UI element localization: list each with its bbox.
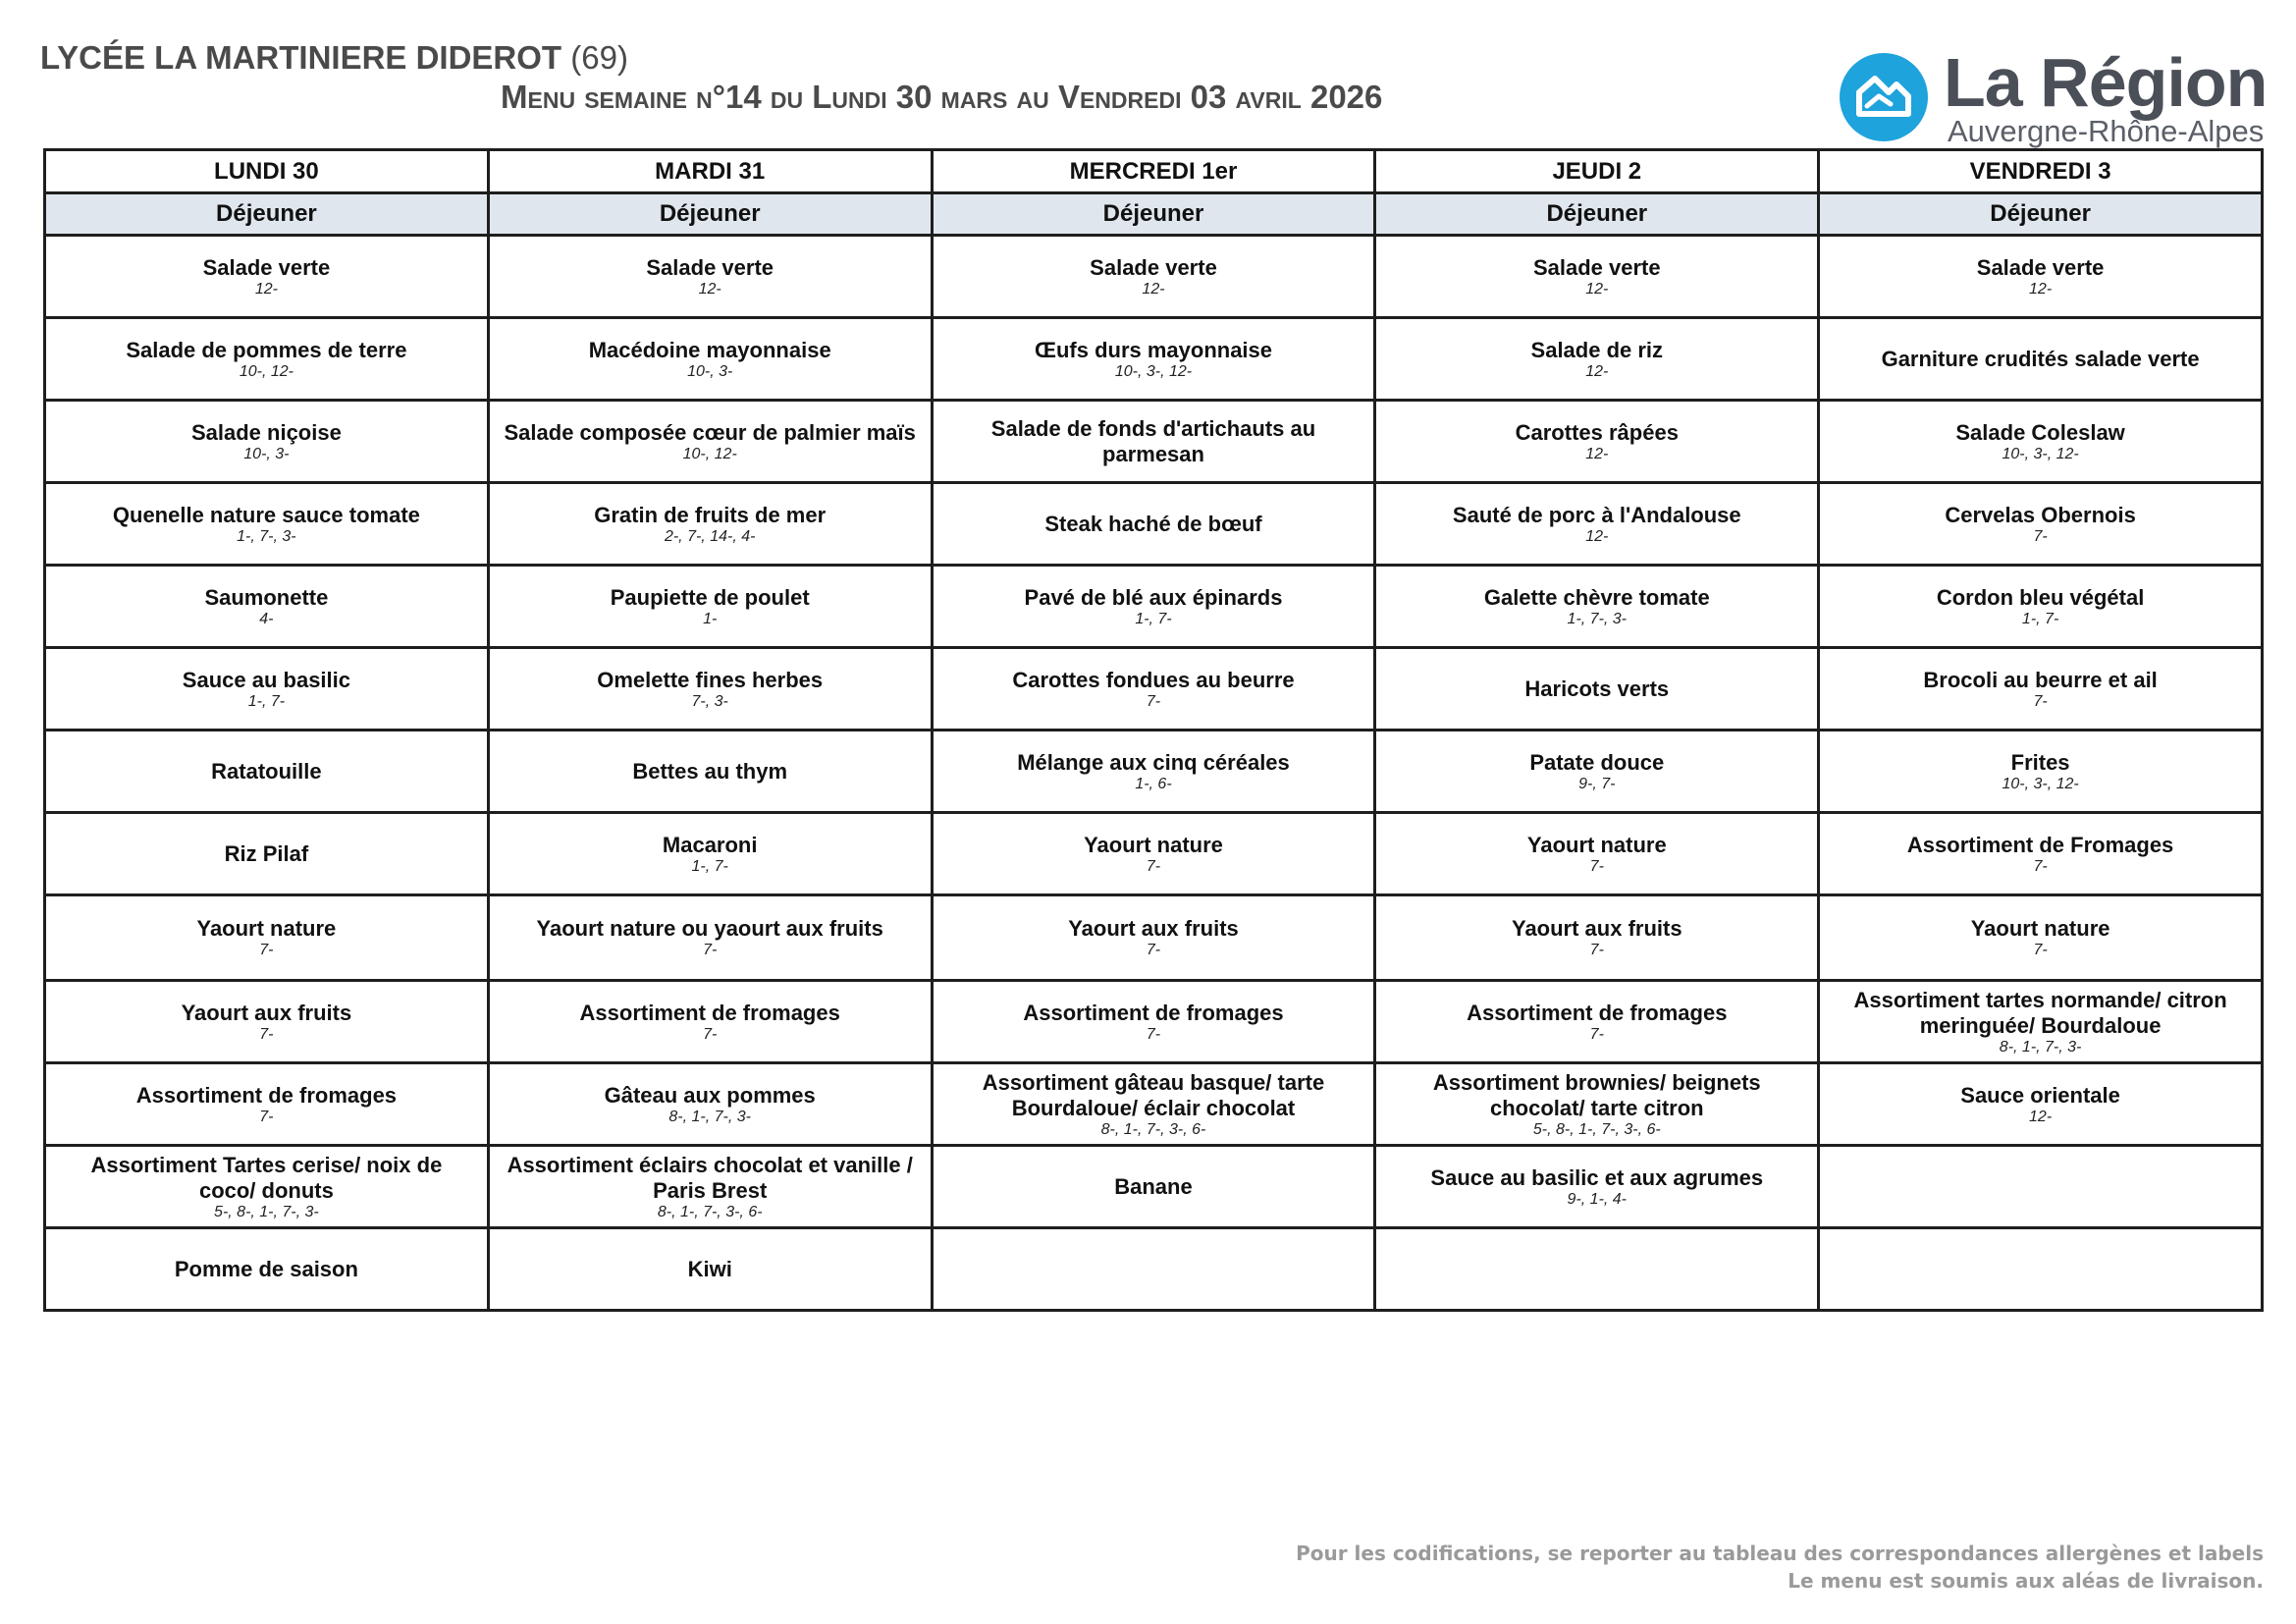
menu-cell [45, 981, 489, 1063]
menu-cell [1375, 813, 1819, 895]
dish-name: Yaourt aux fruits [181, 1000, 352, 1025]
menu-cell [45, 1146, 489, 1228]
allergen-codes: 7- [1146, 942, 1161, 958]
menu-cell [1819, 731, 2263, 813]
allergen-codes: 2-, 7-, 14-, 4- [664, 527, 756, 545]
dish-name: Yaourt aux fruits [1068, 916, 1239, 941]
school-name-text: LYCÉE LA MARTINIERE DIDEROT [40, 39, 562, 76]
allergen-codes: 12- [1142, 280, 1165, 298]
allergen-codes: 1-, 7-, 3- [237, 527, 296, 545]
menu-cell [488, 1063, 932, 1146]
menu-cell [1375, 895, 1819, 981]
day-header-row [45, 150, 2263, 193]
meal-header: Déjeuner [45, 193, 489, 236]
menu-body [45, 236, 2263, 1311]
menu-cell [1375, 401, 1819, 483]
allergen-codes: 7-, 3- [691, 692, 728, 710]
allergen-codes: 1-, 7- [247, 692, 286, 710]
dish-name: Galette chèvre tomate [1483, 584, 1710, 610]
meal-header: Déjeuner [932, 193, 1375, 236]
menu-row [45, 318, 2263, 401]
menu-row [45, 648, 2263, 731]
menu-row [45, 1228, 2263, 1311]
dish-name: Yaourt nature [1970, 916, 2110, 941]
dish-name: Sauce orientale [1960, 1082, 2120, 1108]
allergen-codes: 1-, 6- [1135, 775, 1172, 792]
allergen-codes: 12- [2029, 280, 2053, 298]
menu-cell [1375, 318, 1819, 401]
dish-name: Assortiment éclairs chocolat et vanille / Paris Brest [507, 1152, 913, 1203]
menu-row [45, 1063, 2263, 1146]
menu-cell [1375, 483, 1819, 566]
dish-name: Salade Coleslaw [1955, 419, 2125, 445]
menu-cell [1375, 1228, 1819, 1311]
dish-name: Quenelle nature sauce tomate [112, 502, 420, 527]
allergen-codes: 12- [698, 280, 721, 298]
menu-cell [488, 1228, 932, 1311]
menu-cell [932, 236, 1375, 318]
menu-cell [45, 566, 489, 648]
menu-cell [488, 318, 932, 401]
allergen-codes: 1- [703, 610, 718, 627]
dish-name: Sauce au basilic et aux agrumes [1430, 1164, 1764, 1190]
menu-cell [45, 236, 489, 318]
region-logo [1840, 43, 2271, 151]
school-dept: (69) [570, 39, 628, 76]
menu-cell [1375, 1063, 1819, 1146]
menu-cell [45, 731, 489, 813]
menu-row [45, 895, 2263, 981]
menu-row [45, 981, 2263, 1063]
dish-name: Yaourt nature ou yaourt aux fruits [536, 916, 883, 941]
allergen-codes: 7- [259, 942, 274, 958]
dish-name: Salade verte [1976, 254, 2105, 280]
allergen-codes: 5-, 8-, 1-, 7-, 3- [214, 1203, 319, 1220]
menu-title [501, 79, 1382, 116]
allergen-codes: 12- [1585, 280, 1609, 298]
dish-name: Assortiment gâteau basque/ tarte Bourdaloue/ éclair chocolat [982, 1069, 1325, 1120]
allergen-codes: 10-, 3- [243, 445, 290, 462]
allergen-codes: 7- [1589, 857, 1604, 875]
dish-name: Assortiment de fromages [1467, 1000, 1728, 1025]
dish-name: Salade verte [1532, 254, 1661, 280]
allergen-codes: 7- [703, 942, 718, 958]
menu-cell [932, 731, 1375, 813]
menu-cell [45, 401, 489, 483]
dish-name: Assortiment de fromages [579, 1000, 840, 1025]
footer-line-delivery: Le menu est soumis aux aléas de livraison. [1788, 1569, 2264, 1593]
allergen-codes: 7- [2033, 692, 2048, 710]
dish-name: Cordon bleu végétal [1936, 584, 2145, 610]
menu-cell [45, 1063, 489, 1146]
day-header: MARDI 31 [488, 150, 932, 193]
dish-name: Sauce au basilic [182, 667, 350, 692]
dish-name: Saumonette [204, 584, 329, 610]
allergen-codes: 10-, 12- [239, 362, 294, 380]
mountain-icon [1840, 53, 1928, 141]
allergen-codes: 10-, 3-, 12- [1114, 362, 1193, 380]
allergen-codes: 7- [1146, 857, 1161, 875]
dish-name: Steak haché de bœuf [1044, 511, 1262, 536]
dish-name: Patate douce [1529, 749, 1665, 775]
allergen-codes: 7- [1589, 1025, 1604, 1043]
dish-name: Salade verte [1090, 254, 1217, 280]
menu-cell [932, 318, 1375, 401]
menu-row [45, 236, 2263, 318]
menu-cell [1819, 236, 2263, 318]
meal-header-row [45, 193, 2263, 236]
menu-cell [45, 895, 489, 981]
allergen-codes: 8-, 1-, 7-, 3-, 6- [1100, 1120, 1206, 1138]
allergen-codes: 7- [1146, 692, 1161, 710]
menu-cell [1819, 483, 2263, 566]
allergen-codes: 7- [259, 1025, 274, 1043]
allergen-codes: 9-, 7- [1578, 775, 1616, 792]
allergen-codes: 7- [1589, 942, 1604, 958]
dish-name: Salade de fonds d'artichauts au parmesan [990, 415, 1316, 466]
dish-name: Salade verte [202, 254, 331, 280]
dish-name: Frites [2010, 749, 2070, 775]
allergen-codes: 7- [2033, 857, 2048, 875]
dish-name: Assortiment tartes normande/ citron meringuée/ Bourdaloue [1853, 987, 2227, 1038]
menu-title-text: Menu semaine n°14 du Lundi 30 mars au Vendredi 03 avril 2026 [501, 79, 1383, 115]
menu-cell [488, 1146, 932, 1228]
dish-name: Assortiment de fromages [135, 1082, 398, 1108]
allergen-codes: 12- [1585, 527, 1609, 545]
menu-cell [932, 483, 1375, 566]
menu-cell [488, 566, 932, 648]
dish-name: Omelette fines herbes [597, 667, 824, 692]
logo-name: La Région [1944, 44, 2268, 121]
footer-line-allergens: Pour les codifications, se reporter au tableau des correspondances allergènes et labels [1296, 1542, 2264, 1565]
menu-row [45, 731, 2263, 813]
menu-cell [1375, 566, 1819, 648]
menu-cell [488, 895, 932, 981]
dish-name: Haricots verts [1524, 676, 1670, 701]
footer-note [1296, 1540, 2264, 1595]
menu-cell [932, 1146, 1375, 1228]
menu-cell [1819, 401, 2263, 483]
menu-cell [932, 981, 1375, 1063]
dish-name: Pomme de saison [174, 1256, 358, 1281]
dish-name: Salade niçoise [190, 419, 342, 445]
menu-cell [488, 731, 932, 813]
menu-cell [932, 1063, 1375, 1146]
menu-cell [488, 813, 932, 895]
logo-subtitle: Auvergne-Rhône-Alpes [1948, 114, 2265, 148]
menu-cell [932, 648, 1375, 731]
menu-row [45, 813, 2263, 895]
menu-cell [1375, 1146, 1819, 1228]
dish-name: Kiwi [687, 1256, 732, 1281]
menu-cell [45, 813, 489, 895]
allergen-codes: 4- [259, 610, 274, 627]
menu-cell [1819, 648, 2263, 731]
dish-name: Salade verte [646, 254, 774, 280]
menu-cell [932, 1228, 1375, 1311]
dish-name: Bettes au thym [632, 758, 788, 784]
dish-name: Salade de riz [1530, 337, 1664, 362]
allergen-codes: 12- [1585, 362, 1609, 380]
dish-name: Sauté de porc à l'Andalouse [1452, 502, 1741, 527]
menu-row [45, 1146, 2263, 1228]
menu-cell [1819, 1063, 2263, 1146]
allergen-codes: 8-, 1-, 7-, 3- [1999, 1038, 2082, 1056]
menu-cell [932, 566, 1375, 648]
menu-cell [1819, 1146, 2263, 1228]
menu-cell [1819, 813, 2263, 895]
allergen-codes: 7- [259, 1108, 274, 1125]
allergen-codes: 1-, 7- [691, 857, 728, 875]
dish-name: Carottes fondues au beurre [1012, 667, 1295, 692]
menu-row [45, 566, 2263, 648]
allergen-codes: 10-, 3- [687, 362, 733, 380]
menu-cell [488, 648, 932, 731]
allergen-codes: 12- [254, 280, 278, 298]
dish-name: Yaourt nature [196, 916, 337, 941]
dish-name: Yaourt aux fruits [1511, 916, 1682, 941]
dish-name: Macédoine mayonnaise [588, 337, 831, 362]
meal-header: Déjeuner [1375, 193, 1819, 236]
menu-cell [1375, 236, 1819, 318]
menu-cell [45, 318, 489, 401]
dish-name: Assortiment de Fromages [1906, 832, 2174, 857]
menu-table [43, 148, 2264, 1312]
dish-name: Assortiment brownies/ beignets chocolat/ tarte citron [1432, 1069, 1761, 1120]
dish-name: Œufs durs mayonnaise [1034, 337, 1273, 362]
day-header: JEUDI 2 [1375, 150, 1819, 193]
dish-name: Carottes râpées [1515, 419, 1679, 445]
dish-name: Assortiment de fromages [1023, 1000, 1284, 1025]
menu-row [45, 483, 2263, 566]
menu-cell [1819, 1228, 2263, 1311]
menu-cell [1819, 981, 2263, 1063]
allergen-codes: 9-, 1-, 4- [1567, 1190, 1628, 1208]
menu-cell [1375, 731, 1819, 813]
menu-cell [488, 236, 932, 318]
allergen-codes: 10-, 3-, 12- [2002, 445, 2079, 462]
menu-cell [1819, 895, 2263, 981]
allergen-codes: 8-, 1-, 7-, 3-, 6- [657, 1203, 763, 1220]
allergen-codes: 1-, 7-, 3- [1567, 610, 1628, 627]
allergen-codes: 10-, 12- [682, 445, 737, 462]
allergen-codes: 12- [2029, 1108, 2053, 1125]
allergen-codes: 12- [1585, 445, 1609, 462]
allergen-codes: 8-, 1-, 7-, 3- [668, 1108, 751, 1125]
day-header: LUNDI 30 [45, 150, 489, 193]
dish-name: Mélange aux cinq céréales [1017, 749, 1290, 775]
allergen-codes: 7- [1146, 1025, 1161, 1043]
allergen-codes: 7- [703, 1025, 718, 1043]
dish-name: Salade composée cœur de palmier maïs [504, 419, 916, 445]
allergen-codes: 5-, 8-, 1-, 7-, 3-, 6- [1532, 1120, 1661, 1138]
dish-name: Gâteau aux pommes [604, 1082, 816, 1108]
dish-name: Ratatouille [211, 758, 322, 784]
allergen-codes: 7- [2033, 942, 2048, 958]
dish-name: Riz Pilaf [224, 840, 309, 866]
school-name [40, 39, 628, 77]
allergen-codes: 1-, 7- [1135, 610, 1172, 627]
menu-cell [488, 483, 932, 566]
menu-cell [932, 813, 1375, 895]
menu-cell [45, 1228, 489, 1311]
menu-cell [932, 401, 1375, 483]
menu-cell [45, 483, 489, 566]
dish-name: Salade de pommes de terre [126, 337, 407, 362]
menu-cell [1819, 566, 2263, 648]
dish-name: Yaourt nature [1526, 832, 1667, 857]
meal-header: Déjeuner [1819, 193, 2263, 236]
dish-name: Gratin de fruits de mer [594, 502, 827, 527]
dish-name: Garniture crudités salade verte [1881, 346, 2200, 371]
menu-cell [932, 895, 1375, 981]
dish-name: Macaroni [662, 832, 758, 857]
allergen-codes: 7- [2033, 527, 2048, 545]
dish-name: Brocoli au beurre et ail [1923, 667, 2158, 692]
dish-name: Yaourt nature [1084, 832, 1223, 857]
menu-cell [1375, 648, 1819, 731]
dish-name: Assortiment Tartes cerise/ noix de coco/ donuts [90, 1152, 443, 1203]
dish-name: Cervelas Obernois [1945, 502, 2136, 527]
allergen-codes: 1-, 7- [2021, 610, 2059, 627]
menu-cell [1819, 318, 2263, 401]
menu-cell [488, 401, 932, 483]
menu-cell [1375, 981, 1819, 1063]
meal-header: Déjeuner [488, 193, 932, 236]
dish-name: Banane [1114, 1173, 1193, 1199]
menu-row [45, 401, 2263, 483]
allergen-codes: 10-, 3-, 12- [2002, 775, 2079, 792]
menu-cell [488, 981, 932, 1063]
menu-cell [45, 648, 489, 731]
dish-name: Pavé de blé aux épinards [1024, 584, 1283, 610]
day-header: VENDREDI 3 [1819, 150, 2263, 193]
dish-name: Paupiette de poulet [610, 584, 810, 610]
day-header: MERCREDI 1er [932, 150, 1375, 193]
